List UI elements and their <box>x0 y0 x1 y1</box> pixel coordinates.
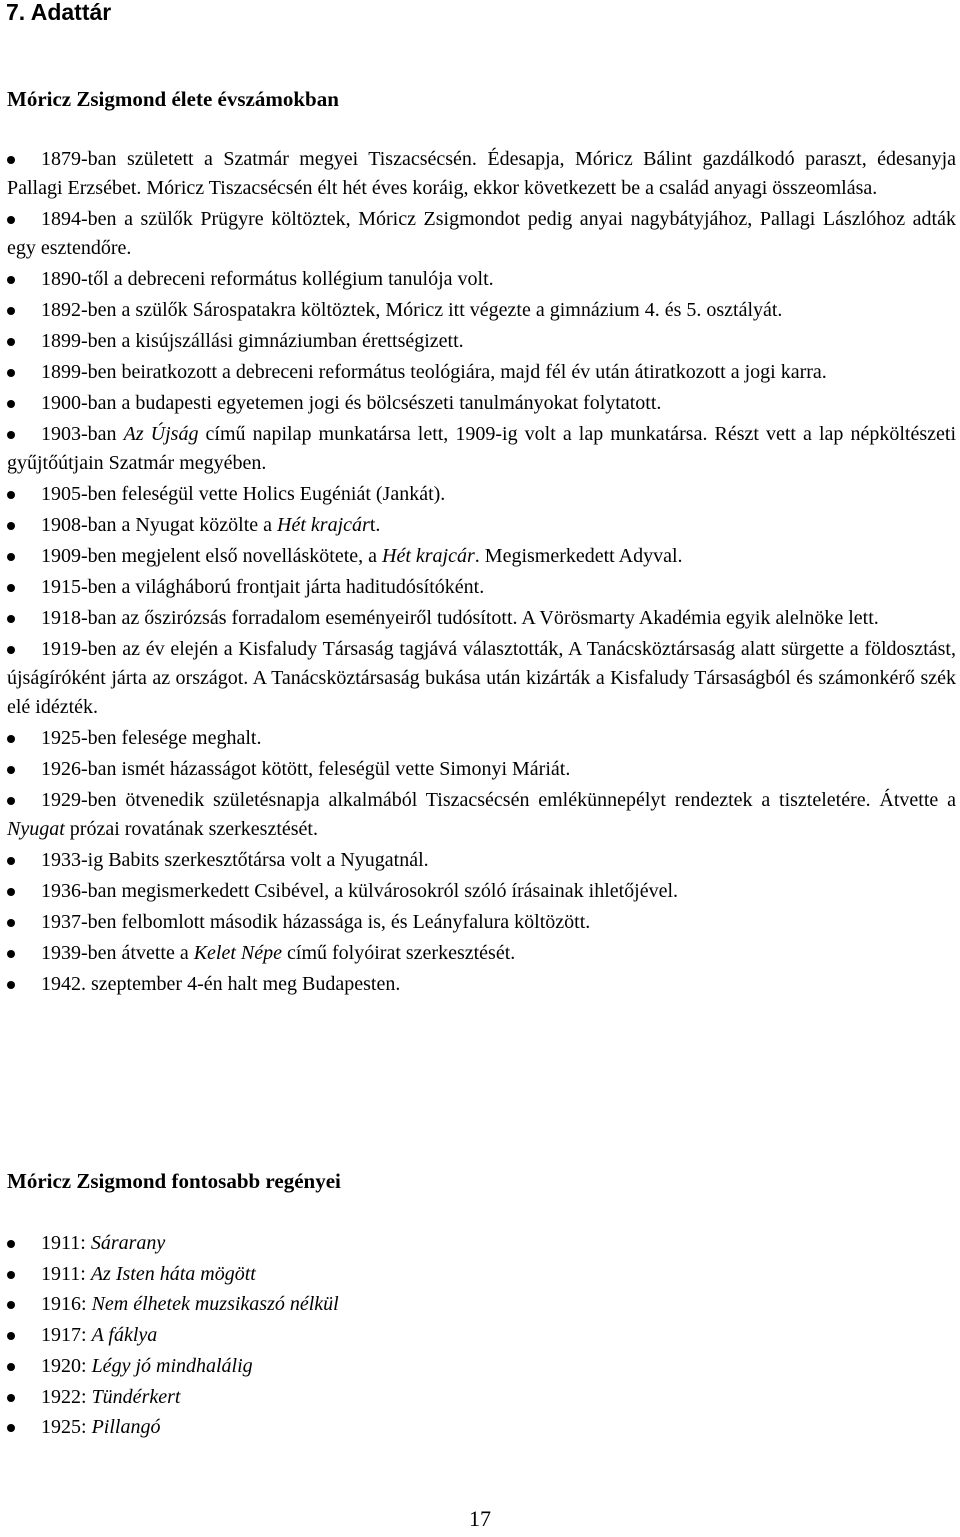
novel-year: 1917: <box>41 1324 92 1347</box>
timeline-item <box>7 908 956 937</box>
timeline-item-text: 1908-ban a Nyugat közölte a <box>41 514 278 536</box>
timeline-item <box>7 970 956 999</box>
timeline-item-text: 1918-ban az őszirózsás forradalom eseményeiről tudósított. A Vörösmarty Akadémia egyik alelnöke lett. <box>41 607 879 629</box>
timeline-item <box>7 573 956 602</box>
timeline-item <box>7 724 956 753</box>
novel-title: Az Isten háta mögött <box>90 1262 256 1285</box>
timeline-item <box>7 480 956 509</box>
timeline-item-text: 1925-ben felesége meghalt. <box>41 727 262 749</box>
novel-title: A fáklya <box>91 1324 158 1347</box>
bullet-icon <box>7 888 15 896</box>
section-heading-timeline: Móricz Zsigmond élete évszámokban <box>7 87 339 111</box>
timeline-item-title: Hét krajcár <box>277 514 370 536</box>
timeline-item-text: 1937-ben felbomlott második házassága is, és Leányfalura költözött. <box>41 911 591 933</box>
bullet-icon <box>7 338 15 346</box>
timeline-item-text: t. <box>369 514 381 536</box>
timeline-item <box>7 877 956 906</box>
timeline-item <box>7 604 956 633</box>
novel-year: 1911: <box>41 1232 91 1254</box>
novel-item <box>7 1259 956 1290</box>
timeline-item-title: Hét krajcár <box>382 545 475 567</box>
bullet-icon <box>7 919 15 927</box>
timeline-item-text: 1919-ben az év elején a Kisfaludy Társaság tagjává választották, A Tanácsköztársaság alatt sürgette a földosztást, újságíróként járta az országot. A Tanácsköztársaság bukása után kizárták a Kisfaludy Társaságból és számonkérő szék elé idézték. <box>7 638 956 718</box>
timeline-item-text: 1899-ben a kisújszállási gimnáziumban érettségizett. <box>41 330 464 352</box>
timeline-item-text: 1905-ben feleségül vette Holics Eugéniát (Jankát). <box>41 483 446 505</box>
timeline-item <box>7 327 956 356</box>
novel-item <box>7 1382 956 1413</box>
novel-year: 1920: <box>41 1354 92 1377</box>
page-number: 17 <box>469 1506 491 1531</box>
bullet-icon <box>7 491 15 499</box>
bullet-icon <box>7 735 15 743</box>
timeline-item-text: 1890-től a debreceni református kollégium tanulója volt. <box>41 268 494 290</box>
timeline-item-text: 1892-ben a szülők Sárospatakra költöztek, Móricz itt végezte a gimnázium 4. és 5. osztályát. <box>41 299 783 321</box>
novel-item <box>7 1289 956 1320</box>
timeline-item-title: Nyugat <box>7 818 65 840</box>
novel-title: Légy jó mindhalálig <box>91 1354 253 1377</box>
novel-item <box>7 1228 956 1259</box>
timeline-item-title: Az Újság <box>123 423 199 445</box>
bullet-icon <box>7 857 15 865</box>
timeline-item-text: című napilap munkatársa lett, 1909-ig volt a lap munkatársa. Részt vett a lap népköltészeti gyűjtőútjain Szatmár megyében. <box>7 423 957 474</box>
timeline-item <box>7 846 956 875</box>
bullet-icon <box>7 1394 15 1402</box>
timeline-item <box>7 145 956 203</box>
timeline-item <box>7 542 956 571</box>
bullet-icon <box>7 950 15 958</box>
bullet-icon <box>7 400 15 408</box>
timeline-item <box>7 296 956 325</box>
novels-list <box>7 1228 956 1443</box>
novel-title: Nem élhetek muzsikaszó nélkül <box>91 1293 339 1316</box>
timeline-item-text: 1909-ben megjelent első novelláskötete, a <box>41 545 383 567</box>
novel-year: 1911: <box>41 1262 91 1285</box>
timeline-item <box>7 635 956 722</box>
timeline-item-text: 1936-ban megismerkedett Csibével, a külvárosokról szóló írásainak ihletőjével. <box>41 880 679 902</box>
timeline-item-text: 1879-ban született a Szatmár megyei Tiszacsécsén. Édesapja, Móricz Bálint gazdálkodó paraszt, édesanyja Pallagi Erzsébet. Móricz Tiszacsécsén élt hét éves koráig, ekkor következett be a család anyagi összeomlása. <box>7 148 956 199</box>
bullet-icon <box>7 584 15 592</box>
novel-year: 1922: <box>41 1385 92 1408</box>
bullet-icon <box>7 797 15 805</box>
section-heading-novels: Móricz Zsigmond fontosabb regényei <box>7 1169 341 1193</box>
novel-title: Sárarany <box>90 1232 166 1254</box>
timeline-item-text: 1933-ig Babits szerkesztőtársa volt a Nyugatnál. <box>41 849 429 871</box>
bullet-icon <box>7 1271 15 1279</box>
novel-title: Pillangó <box>91 1416 161 1439</box>
timeline-item <box>7 755 956 784</box>
novel-item <box>7 1412 956 1443</box>
timeline-item-text: 1903-ban <box>41 423 124 445</box>
novel-year: 1925: <box>41 1416 92 1439</box>
bullet-icon <box>7 522 15 530</box>
novel-year: 1916: <box>41 1293 92 1316</box>
timeline-item-text: 1899-ben beiratkozott a debreceni református teológiára, majd fél év után átiratkozott a jogi karra. <box>41 361 827 383</box>
bullet-icon <box>7 615 15 623</box>
timeline-item-text: 1929-ben ötvenedik születésnapja alkalmából Tiszacsécsén emlékünnepélyt rendeztek a tiszteletére. Átvette a <box>41 789 956 811</box>
timeline-item-text: 1939-ben átvette a <box>41 942 194 964</box>
novel-item <box>7 1351 956 1382</box>
timeline-item-title: Kelet Népe <box>193 942 283 964</box>
bullet-icon <box>7 431 15 439</box>
timeline-item <box>7 786 956 844</box>
chapter-title: 7. Adattár <box>6 0 112 25</box>
timeline-item <box>7 420 956 478</box>
bullet-icon <box>7 1301 15 1309</box>
timeline-item-text: című folyóirat szerkesztését. <box>282 942 516 964</box>
bullet-icon <box>7 981 15 989</box>
timeline-item <box>7 389 956 418</box>
bullet-icon <box>7 1363 15 1371</box>
timeline-item-text: 1926-ban ismét házasságot kötött, feleségül vette Simonyi Máriát. <box>41 758 571 780</box>
timeline-list <box>7 145 956 1001</box>
bullet-icon <box>7 1332 15 1340</box>
timeline-item-text: 1894-ben a szülők Prügyre költöztek, Móricz Zsigmondot pedig anyai nagybátyjához, Pallagi Lászlóhoz adták egy esztendőre. <box>7 208 956 259</box>
bullet-icon <box>7 307 15 315</box>
timeline-item <box>7 358 956 387</box>
timeline-item <box>7 265 956 294</box>
bullet-icon <box>7 646 15 654</box>
bullet-icon <box>7 369 15 377</box>
bullet-icon <box>7 1424 15 1432</box>
bullet-icon <box>7 766 15 774</box>
bullet-icon <box>7 1240 15 1248</box>
bullet-icon <box>7 156 15 164</box>
timeline-item <box>7 939 956 968</box>
novel-item <box>7 1320 956 1351</box>
timeline-item <box>7 511 956 540</box>
bullet-icon <box>7 276 15 284</box>
timeline-item-text: . Megismerkedett Adyval. <box>474 545 683 567</box>
timeline-item-text: 1942. szeptember 4-én halt meg Budapesten. <box>41 973 401 995</box>
timeline-item-text: prózai rovatának szerkesztését. <box>64 818 318 840</box>
timeline-item <box>7 205 956 263</box>
timeline-item-text: 1915-ben a világháború frontjait járta haditudósítóként. <box>41 576 485 598</box>
bullet-icon <box>7 216 15 224</box>
timeline-item-text: 1900-ban a budapesti egyetemen jogi és bölcsészeti tanulmányokat folytatott. <box>41 392 662 414</box>
bullet-icon <box>7 553 15 561</box>
novel-title: Tündérkert <box>91 1385 181 1408</box>
